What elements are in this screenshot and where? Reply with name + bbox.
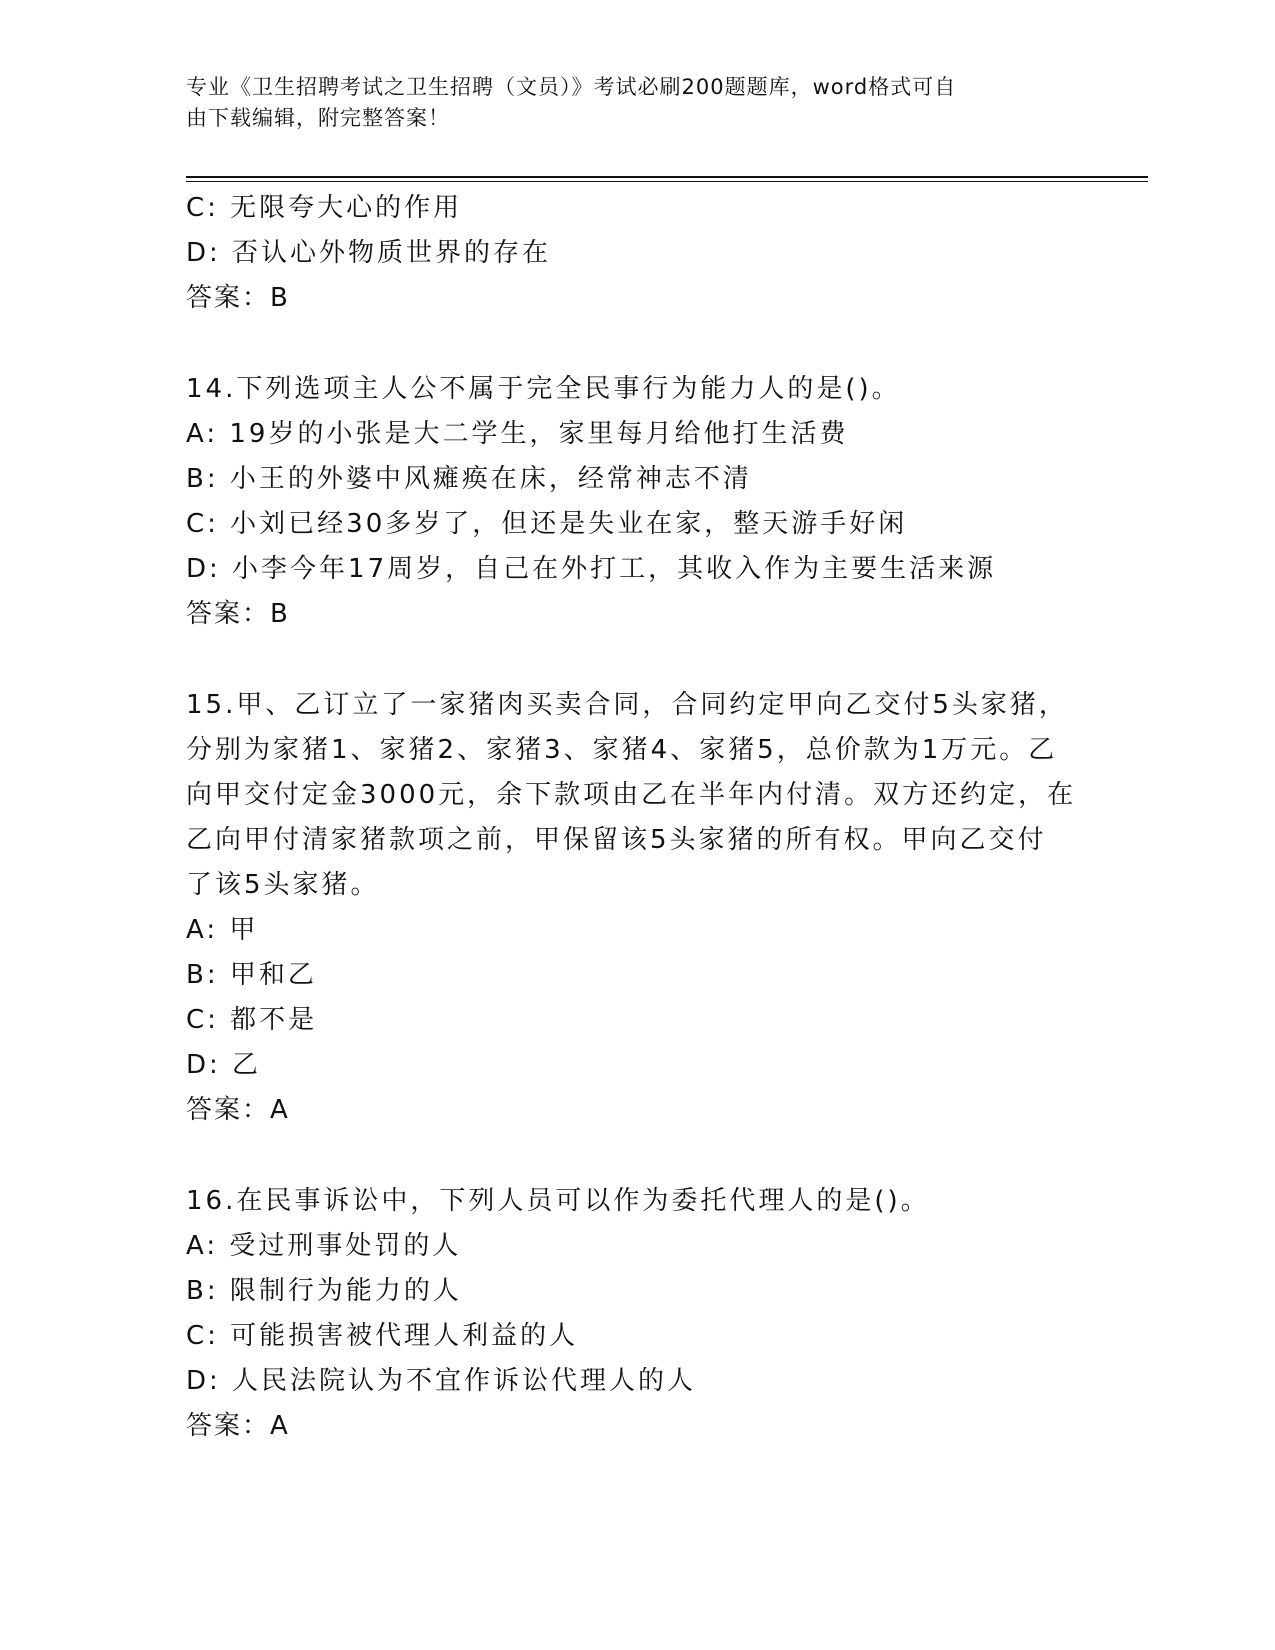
header-divider-thick — [186, 176, 1148, 178]
question-15 — [186, 683, 1086, 1133]
answer-line: 答案：B — [186, 283, 290, 313]
option-c: C: 无限夸大心的作用 — [186, 193, 463, 223]
answer-line: 答案：A — [186, 1411, 290, 1441]
option-a: A: 受过刑事处罚的人 — [186, 1231, 462, 1261]
question-14 — [186, 367, 1086, 637]
option-c: C: 小刘已经30多岁了，但还是失业在家，整天游手好闲 — [186, 509, 908, 539]
question-stem: 14.下列选项主人公不属于完全民事行为能力人的是()。 — [186, 374, 901, 404]
answer-line: 答案：B — [186, 599, 290, 629]
option-c: C: 可能损害被代理人利益的人 — [186, 1321, 579, 1351]
option-d: D: 乙 — [186, 1050, 262, 1080]
option-c: C: 都不是 — [186, 1005, 318, 1035]
header-title-line-1: 专业《卫生招聘考试之卫生招聘（文员）》考试必刷200题题库，word格式可自 — [186, 75, 957, 99]
question-stem-line-3: 向甲交付定金3000元，余下款项由乙在半年内付清。双方还约定，在 — [186, 780, 1077, 810]
question-stem-line-4: 乙向甲付清家猪款项之前，甲保留该5头家猪的所有权。甲向乙交付 — [186, 825, 1047, 855]
carryover-question — [186, 186, 1086, 321]
question-stem-line-5: 了该5头家猪。 — [186, 870, 380, 900]
header-divider-thin — [186, 181, 1148, 182]
option-b: B: 限制行为能力的人 — [186, 1276, 462, 1306]
answer-line: 答案：A — [186, 1095, 290, 1125]
option-a: A: 甲 — [186, 915, 259, 945]
option-b: B: 小王的外婆中风瘫痪在床，经常神志不清 — [186, 464, 752, 494]
question-stem: 16.在民事诉讼中，下列人员可以作为委托代理人的是()。 — [186, 1186, 930, 1216]
question-16 — [186, 1179, 1086, 1449]
option-d: D: 小李今年17周岁，自己在外打工，其收入作为主要生活来源 — [186, 554, 997, 584]
option-d: D: 否认心外物质世界的存在 — [186, 238, 552, 268]
option-a: A: 19岁的小张是大二学生，家里每月给他打生活费 — [186, 419, 849, 449]
question-list — [186, 186, 1086, 1449]
option-b: B: 甲和乙 — [186, 960, 317, 990]
header-title-line-2: 由下载编辑，附完整答案！ — [186, 106, 450, 130]
option-d: D: 人民法院认为不宜作诉讼代理人的人 — [186, 1366, 697, 1396]
question-stem-line-1: 15.甲、乙订立了一家猪肉买卖合同，合同约定甲向乙交付5头家猪， — [186, 690, 1068, 720]
question-stem-line-2: 分别为家猪1、家猪2、家猪3、家猪4、家猪5，总价款为1万元。乙 — [186, 735, 1058, 765]
page-header — [186, 72, 1066, 134]
